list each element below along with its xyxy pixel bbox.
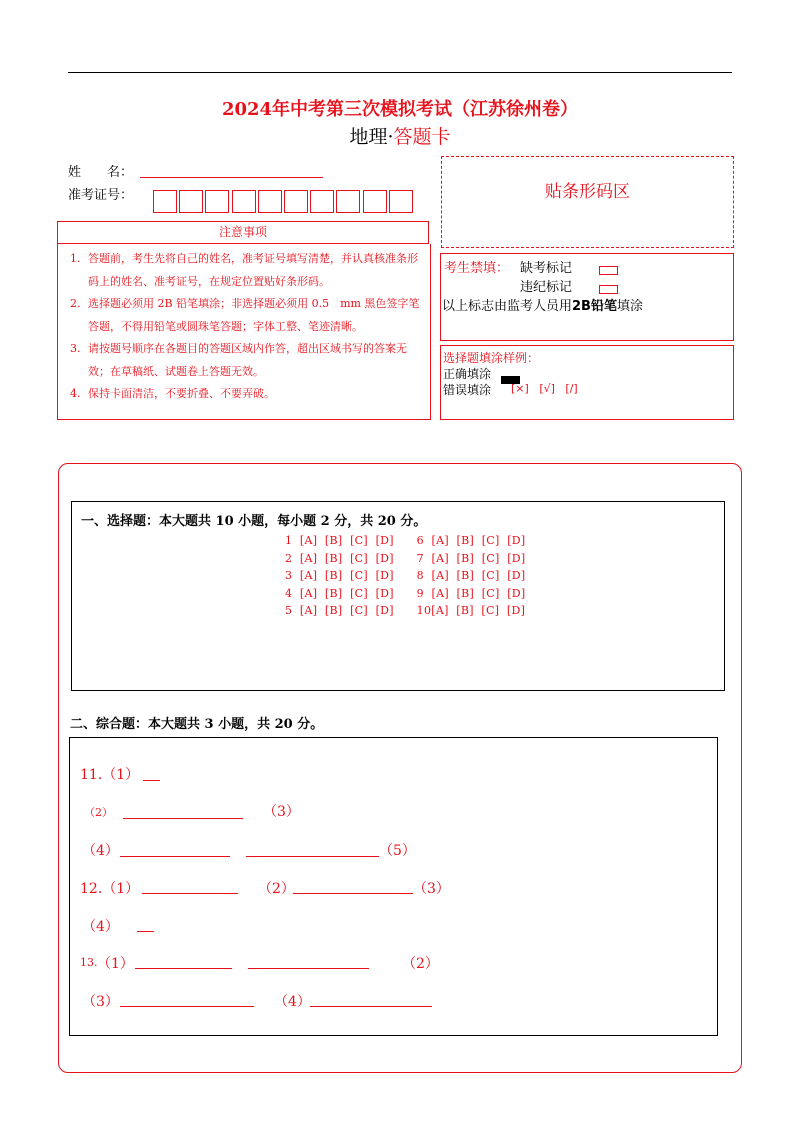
id-digit-box[interactable] [310,190,334,213]
q13-3-label: （3） [82,994,119,1010]
forbid-note [442,295,643,314]
id-digit-box[interactable] [284,190,308,213]
wrong-label: 错误填涂 [443,383,492,397]
q11-1-label: 11.（1） [80,767,140,783]
name-label: 姓 名： [68,165,134,180]
q13-number: 13. [80,956,98,969]
absent-mark[interactable] [599,260,618,279]
forbid-note-suffix: 填涂 [616,299,643,314]
q11-5-label: （5） [379,843,416,859]
q11-2-label: （2） [84,806,113,819]
subject-label: 地理 [349,126,388,148]
mc-row[interactable]: 2 [A] [B] [C] [D] 7 [A] [B] [C] [D] [285,552,526,565]
fill-sample-box [440,345,734,420]
exam-subtitle [0,122,800,149]
sample-title: 选择题填涂样例： [443,351,540,365]
id-digit-box[interactable] [232,190,256,213]
barcode-label: 贴条形码区 [545,182,630,202]
comp-title: 二、综合题：本大题共 3 小题，共 20 分。 [70,717,324,732]
q13-4-answer-line[interactable] [310,1006,432,1007]
q11-1-answer-line[interactable] [143,780,160,781]
forbid-title: 考生禁填： [444,261,510,276]
q12-4-answer-line[interactable] [137,931,154,932]
correct-label: 正确填涂 [443,367,492,381]
wrong-mark: [√] [539,382,555,395]
barcode-area [441,156,734,248]
mc-section [71,501,725,691]
id-boxes[interactable] [153,190,415,213]
exam-title: 2024年中考第三次模拟考试（江苏徐州卷） [221,99,579,120]
name-field[interactable] [140,177,323,178]
notice-item: 2. 选择题必须用 2B 铅笔填涂；非选择题必须用 0.5 mm 黑色签字笔答题，不得用铅笔或圆珠笔答题；字体工整、笔迹清晰。 [84,293,424,338]
q12-4-label: （4） [82,919,119,935]
id-digit-box[interactable] [363,190,387,213]
notice-list [66,248,424,406]
violation-label: 违纪标记 [520,280,573,295]
q12-2-answer-line[interactable] [293,893,413,894]
id-digit-box[interactable] [336,190,360,213]
absent-label: 缺考标记 [520,261,573,276]
wrong-fill-samples [511,382,578,395]
notice-item: 3. 请按题号顺序在各题目的答题区域内作答，超出区域书写的答案无效；在草稿纸、试题卷上答题无效。 [84,338,424,383]
id-label: 准考证号： [68,188,134,203]
id-digit-box[interactable] [153,190,177,213]
q12-1-label: 12.（1） [80,881,140,897]
notice-body [57,244,431,420]
wrong-mark: [/] [565,382,578,395]
q11-2-answer-line[interactable] [123,818,243,819]
id-digit-box[interactable] [205,190,229,213]
id-digit-box[interactable] [258,190,282,213]
card-label: 答题卡 [393,126,451,148]
mc-row[interactable]: 4 [A] [B] [C] [D] 9 [A] [B] [C] [D] [285,587,526,600]
notice-item: 1. 答题前，考生先将自己的姓名，准考证号填写清楚，并认真核准条形码上的姓名、准考证号，在规定位置贴好条形码。 [84,248,424,293]
q13-3-answer-line[interactable] [120,1006,254,1007]
mc-row[interactable]: 5 [A] [B] [C] [D] 10[A] [B] [C] [D] [285,604,526,617]
proctor-only-box [440,253,734,341]
q13-1-label: （1） [97,956,134,972]
q13-2-label: （2） [402,956,439,972]
q12-2-label: （2） [258,881,295,897]
comp-section [69,737,718,1036]
top-rule [68,72,732,73]
notice-title: 注意事项 [57,221,429,244]
q11-4-answer-line[interactable] [120,856,230,857]
subtitle-dot: · [387,126,394,148]
q12-1-answer-line[interactable] [142,893,238,894]
q11-4b-answer-line[interactable] [246,856,379,857]
q13-1-answer-line[interactable] [135,968,232,969]
id-digit-box[interactable] [389,190,413,213]
mc-title: 一、选择题：本大题共 10 小题，每小题 2 分，共 20 分。 [81,514,427,529]
q11-3-label: （3） [263,804,300,820]
forbid-note-prefix: 以上标志由监考人员用 [442,299,573,314]
wrong-mark: [×] [511,382,529,395]
q13-4-label: （4） [274,994,311,1010]
id-digit-box[interactable] [179,190,203,213]
q12-3-label: （3） [413,881,450,897]
q13-1b-answer-line[interactable] [248,968,369,969]
mc-row[interactable]: 1 [A] [B] [C] [D] 6 [A] [B] [C] [D] [285,534,526,547]
q11-4-label: （4） [82,843,119,859]
notice-item: 4. 保持卡面清洁，不要折叠、不要弄破。 [84,383,424,406]
mc-row[interactable]: 3 [A] [B] [C] [D] 8 [A] [B] [C] [D] [285,569,526,582]
forbid-note-bold: 2B铅笔 [572,299,617,314]
